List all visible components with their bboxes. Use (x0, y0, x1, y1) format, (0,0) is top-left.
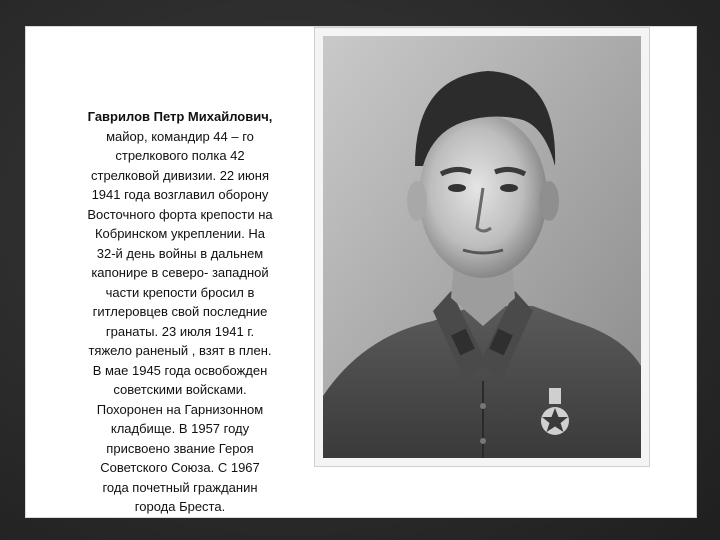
biography-line: В мае 1945 года освобожден (92, 362, 268, 378)
biography-line: года почетный гражданин (102, 479, 258, 495)
biography-line: гитлеровцев свой последние (92, 304, 268, 319)
biography-line: кладбище. В 1957 году (110, 421, 250, 436)
biography-line: Советского Союза. С 1967 (100, 460, 260, 475)
biography-line: части крепости бросил в (105, 284, 255, 300)
biography-line: Кобринском укреплении. На (94, 226, 266, 241)
biography-line: Похоронен на Гарнизонном (96, 401, 264, 417)
biography-line: стрелкового полка 42 (115, 148, 245, 163)
biography-line: 1941 года возглавил оборону (91, 187, 269, 202)
biography-line: тяжело раненый , взят в плен. (88, 343, 272, 358)
biography-line: советскими войсками. (113, 382, 247, 397)
biography-line: майор, командир 44 – го (106, 128, 254, 144)
biography-line: стрелковой дивизии. 22 июня (90, 167, 270, 183)
biography-line: города Бреста. (134, 499, 226, 514)
biography-line: гранаты. 23 июля 1941 г. (105, 323, 255, 339)
biography-line: 32-й день войны в дальнем (96, 245, 264, 261)
biography-line: присвоено звание Героя (106, 440, 254, 456)
biography-line: Восточного форта крепости на (87, 206, 273, 222)
biography-line: капонире в северо- западной (91, 265, 269, 280)
biography-text (58, 107, 302, 517)
portrait-photo (323, 36, 641, 458)
biography-name: Гаврилов Петр Михайлович, (87, 109, 273, 124)
portrait-photo-icon (323, 36, 641, 458)
portrait-photo-frame (314, 27, 650, 467)
